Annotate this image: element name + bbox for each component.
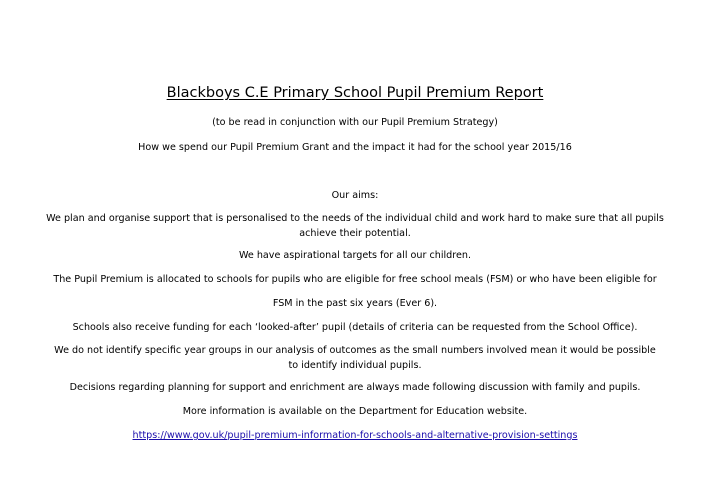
dfe-link-row — [40, 428, 670, 443]
paragraph-personalised-support: We plan and organise support that is personalised to the needs of the individual child and work hard to make sure that all pupils achieve their potential. — [46, 213, 664, 239]
dfe-pupil-premium-link[interactable]: https://www.gov.uk/pupil-premium-information-for-schools-and-alternative-provision-settings — [132, 430, 578, 441]
report-title: Blackboys C.E Primary School Pupil Premium Report — [166, 85, 544, 101]
paragraph-year-groups: We do not identify specific year groups in our analysis of outcomes as the small numbers involved mean it would be possible to identify individual pupils. — [54, 345, 656, 371]
paragraph-ever6: FSM in the past six years (Ever 6). — [272, 298, 438, 309]
paragraph-decisions: Decisions regarding planning for support and enrichment are always made following discussion with family and pupils. — [69, 382, 641, 393]
intro-text: How we spend our Pupil Premium Grant and the impact it had for the school year 2015/16 — [138, 142, 572, 153]
paragraph-more-information: More information is available on the Department for Education website. — [182, 406, 528, 417]
paragraph-pupil-premium-allocation: The Pupil Premium is allocated to schools for pupils who are eligible for free school meals (FSM) or who have been eligible for — [53, 274, 657, 285]
subtitle: (to be read in conjunction with our Pupil Premium Strategy) — [212, 117, 498, 128]
aims-heading: Our aims: — [331, 190, 379, 201]
paragraph-looked-after-funding: Schools also receive funding for each ‘looked-after’ pupil (details of criteria can be requested from the School Office). — [72, 322, 638, 333]
paragraph-aspirational-targets: We have aspirational targets for all our children. — [238, 250, 472, 261]
